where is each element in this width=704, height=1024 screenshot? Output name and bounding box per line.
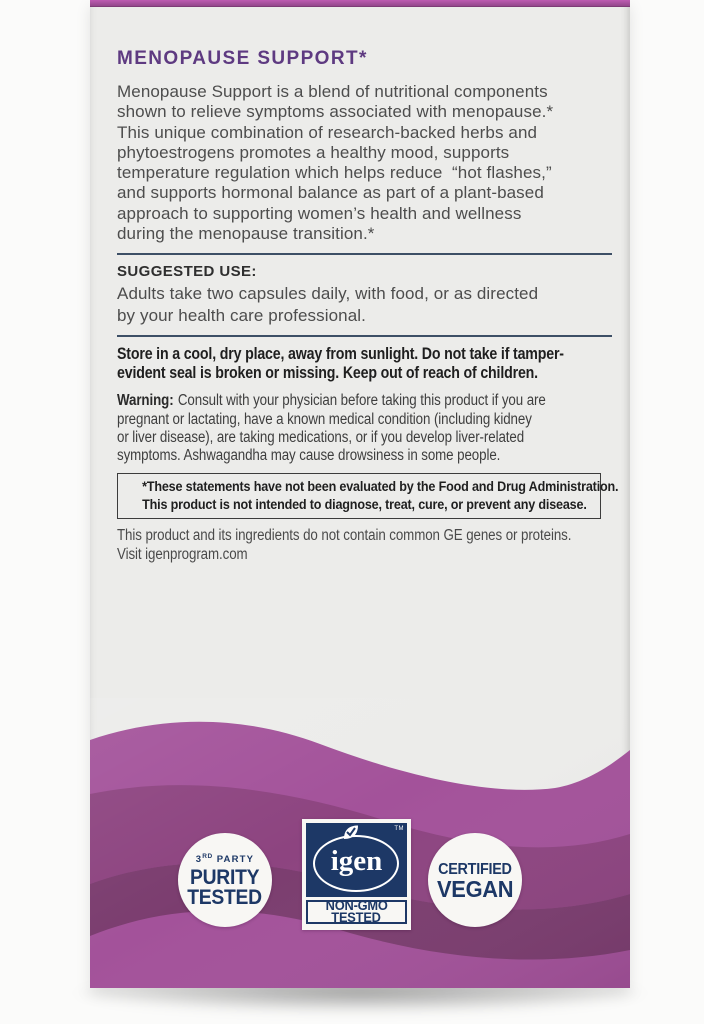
product-description (117, 82, 608, 244)
description-line: phytoestrogens promotes a healthy mood, supports (117, 142, 510, 162)
igen-logo-block (306, 823, 407, 897)
vegan-badge-line2: VEGAN (436, 875, 514, 902)
label-content (90, 7, 630, 564)
warning-line: symptoms. Ashwagandha may cause drowsiness in some people. (117, 446, 501, 464)
warning-text: Consult with your physician before taking this product if you are (177, 392, 546, 410)
suggested-use-line: by your health care professional. (117, 305, 366, 325)
description-line: during the menopause transition.* (117, 224, 375, 244)
description-line: and supports hormonal balance as part of a plant-based (117, 183, 544, 203)
warning-line: or liver disease), are taking medications, or if you develop liver-related (117, 428, 525, 446)
description-line: Menopause Support is a blend of nutritional components (117, 82, 548, 101)
igen-non-gmo-badge (302, 819, 411, 930)
non-gmo-line: NON-GMO (325, 897, 388, 913)
suggested-use-text (117, 283, 608, 326)
product-title: MENOPAUSE SUPPORT* (117, 48, 368, 69)
purity-party-word: PARTY (212, 854, 255, 865)
supplement-box-back-panel (90, 0, 630, 988)
storage-line: Store in a cool, dry place, away from sunlight. Do not take if tamper- (117, 345, 564, 364)
warning-paragraph (117, 392, 546, 465)
warning-line (117, 392, 546, 410)
igen-logo-text: igen (330, 845, 383, 877)
ge-statement (117, 527, 572, 564)
purity-badge-top-line (196, 852, 254, 865)
leaf-check-icon (342, 824, 360, 841)
suggested-use-heading: SUGGESTED USE: (117, 263, 257, 281)
description-line: approach to supporting women’s health and wellness (117, 203, 522, 223)
purity-badge-line2: PURITY (190, 866, 260, 889)
section-divider (117, 335, 612, 337)
igen-trademark: TM (394, 826, 404, 832)
fda-disclaimer-line: *These statements have not been evaluated by the Food and Drug Administration. (142, 478, 619, 495)
vegan-badge-line1: CERTIFIED (438, 860, 512, 878)
description-line: shown to relieve symptoms associated with menopause.* (117, 102, 554, 122)
ge-statement-line: This product and its ingredients do not contain common GE genes or proteins. (117, 527, 572, 545)
suggested-use-line: Adults take two capsules daily, with food, or as directed (117, 284, 539, 304)
purity-ordinal-suffix: RD (202, 853, 213, 860)
storage-instructions (117, 345, 564, 382)
certified-vegan-badge (428, 833, 522, 927)
section-divider (117, 253, 612, 255)
non-gmo-tested-line: TESTED (331, 910, 382, 925)
box-top-edge (90, 0, 630, 7)
ge-statement-line: Visit igenprogram.com (117, 545, 248, 563)
warning-line: pregnant or lactating, have a known medical condition (including kidney (117, 410, 532, 428)
warning-label: Warning: (117, 392, 174, 410)
purity-badge-line3: TESTED (187, 886, 263, 909)
fda-disclaimer-line: This product is not intended to diagnose, treat, cure, or prevent any disease. (142, 495, 587, 512)
igen-non-gmo-label (306, 897, 407, 925)
storage-line: evident seal is broken or missing. Keep out of reach of children. (117, 363, 538, 382)
purity-ordinal-number: 3 (195, 854, 203, 865)
fda-disclaimer-box (117, 473, 619, 519)
description-line: temperature regulation which helps reduce “hot flashes,” (117, 163, 552, 183)
purity-tested-badge (178, 833, 272, 927)
description-line: This unique combination of research-backed herbs and (117, 122, 538, 142)
